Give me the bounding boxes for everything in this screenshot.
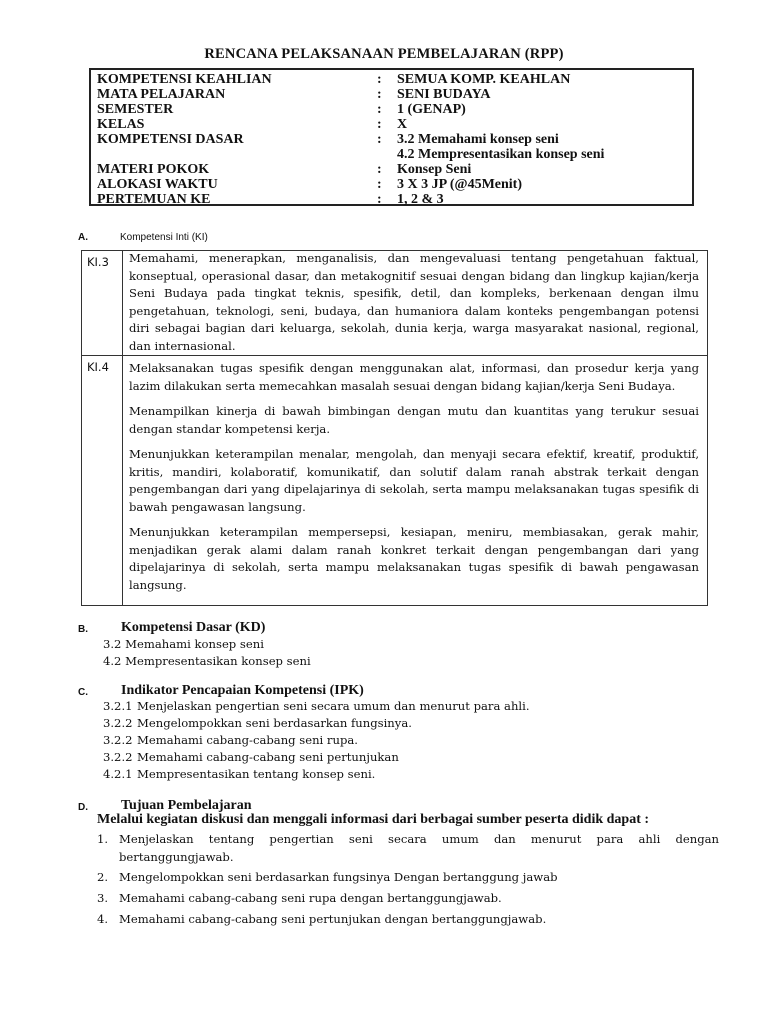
section-d-heading: Tujuan Pembelajaran bbox=[121, 798, 252, 813]
ipk-text: Mempresentasikan tentang konsep seni. bbox=[137, 767, 376, 781]
objective-text: Menjelaskan tentang pengertian seni secara umum dan menurut para ahli dengan bertanggungjawab. bbox=[119, 832, 719, 864]
objective-number: 2. bbox=[97, 870, 109, 884]
objective-text: Memahami cabang-cabang seni pertunjukan dengan bertanggungjawab. bbox=[119, 912, 547, 926]
ki3-paragraph: Memahami, menerapkan, menganalisis, dan mengevaluasi tentang pengetahuan faktual, konseptual, operasional dasar, dan metakognitif sesuai dengan bidang dan lingkup kajian/kerja Seni Budaya pada tingkat teknis, spesifik, detil, dan kompleks, berkenaan dengan ilmu pengetahuan, teknologi, seni, budaya, dan humaniora dalam konteks pengembangan potensi diri sebagai bagian dari keluarga, sekolah, dunia kerja, warga masyarakat nasional, regional, dan internasional. bbox=[129, 251, 699, 353]
ipk-number: 3.2.2 bbox=[103, 716, 133, 730]
ipk-text: Memahami cabang-cabang seni pertunjukan bbox=[137, 750, 399, 764]
table-divider bbox=[122, 251, 123, 605]
info-value: 1, 2 & 3 bbox=[397, 192, 444, 207]
section-c-letter: C. bbox=[78, 687, 88, 698]
info-value: Konsep Seni bbox=[397, 162, 472, 177]
kd-item: 4.2 Mempresentasikan konsep seni bbox=[103, 654, 311, 668]
ipk-number: 4.2.1 bbox=[103, 767, 133, 781]
info-separator: : bbox=[377, 177, 382, 192]
ki4-paragraph: Menampilkan kinerja di bawah bimbingan dengan mutu dan kuantitas yang terukur sesuai dengan standar kompetensi kerja. bbox=[129, 404, 699, 436]
ki4-paragraph: Menunjukkan keterampilan mempersepsi, kesiapan, meniru, membiasakan, gerak mahir, menjadikan gerak alami dalam ranah konkret terkait dengan pengembangan dari yang dipelajarinya di sekolah, serta mampu melaksanakan tugas spesifik di bawah pengawasan langsung. bbox=[129, 525, 699, 592]
info-separator: : bbox=[377, 162, 382, 177]
info-value: SEMUA KOMP. KEAHLAN bbox=[397, 72, 571, 87]
section-a-letter: A. bbox=[78, 232, 88, 243]
ki4-paragraph: Menunjukkan keterampilan menalar, mengolah, dan menyaji secara efektif, kreatif, produktif, kritis, mandiri, kolaboratif, komunikatif, dan solutif dalam ranah abstrak terkait dengan pengembangan dari yang dipelajarinya di sekolah, serta mampu melaksanakan tugas spesifik di bawah pengawasan langsung. bbox=[129, 447, 699, 514]
kd-item: 3.2 Memahami konsep seni bbox=[103, 637, 264, 651]
objective-text: Memahami cabang-cabang seni rupa dengan bertanggungjawab. bbox=[119, 891, 502, 905]
tujuan-intro: Melalui kegiatan diskusi dan menggali informasi dari berbagai sumber peserta didik dapat : bbox=[97, 812, 650, 827]
info-value: 3 X 3 JP (@45Menit) bbox=[397, 177, 523, 192]
info-separator: : bbox=[377, 192, 382, 207]
ipk-number: 3.2.2 bbox=[103, 733, 133, 747]
section-d-letter: D. bbox=[78, 802, 88, 813]
ipk-number: 3.2.1 bbox=[103, 699, 133, 713]
section-b-letter: B. bbox=[78, 624, 88, 635]
objective-text: Mengelompokkan seni berdasarkan fungsinya Dengan bertanggung jawab bbox=[119, 870, 558, 884]
info-value: 1 (GENAP) bbox=[397, 102, 466, 117]
section-a-heading: Kompetensi Inti (KI) bbox=[120, 232, 208, 243]
info-value: X bbox=[397, 117, 408, 132]
objective-number: 1. bbox=[97, 832, 109, 846]
info-box bbox=[89, 68, 694, 206]
info-label: SEMESTER bbox=[97, 102, 174, 117]
info-separator: : bbox=[377, 132, 382, 147]
document-title: RENCANA PELAKSANAAN PEMBELAJARAN (RPP) bbox=[204, 46, 564, 62]
info-label: MATA PELAJARAN bbox=[97, 87, 226, 102]
info-label: MATERI POKOK bbox=[97, 162, 210, 177]
info-label: KELAS bbox=[97, 117, 145, 132]
section-c-heading: Indikator Pencapaian Kompetensi (IPK) bbox=[121, 683, 364, 698]
objective-number: 4. bbox=[97, 912, 109, 926]
info-separator: : bbox=[377, 117, 382, 132]
ki-table bbox=[81, 250, 708, 606]
info-label: KOMPETENSI KEAHLIAN bbox=[97, 72, 272, 87]
ipk-text: Memahami cabang-cabang seni rupa. bbox=[137, 733, 358, 747]
ki3-code: KI.3 bbox=[87, 255, 109, 269]
info-label: ALOKASI WAKTU bbox=[97, 177, 218, 192]
info-label: PERTEMUAN KE bbox=[97, 192, 211, 207]
ki4-paragraph: Melaksanakan tugas spesifik dengan menggunakan alat, informasi, dan prosedur kerja yang lazim dilakukan serta memecahkan masalah sesuai dengan bidang kajian/kerja Seni Budaya. bbox=[129, 361, 699, 393]
objective-number: 3. bbox=[97, 891, 109, 905]
ki3-text bbox=[129, 250, 699, 363]
ki4-code: KI.4 bbox=[87, 360, 109, 374]
info-separator: : bbox=[377, 72, 382, 87]
info-separator: : bbox=[377, 102, 382, 117]
ki4-text bbox=[129, 360, 699, 602]
info-value: 3.2 Memahami konsep seni bbox=[397, 132, 559, 147]
ipk-number: 3.2.2 bbox=[103, 750, 133, 764]
info-separator: : bbox=[377, 87, 382, 102]
info-value: SENI BUDAYA bbox=[397, 87, 491, 102]
section-b-heading: Kompetensi Dasar (KD) bbox=[121, 620, 266, 635]
info-value: 4.2 Mempresentasikan konsep seni bbox=[397, 147, 605, 162]
ipk-text: Mengelompokkan seni berdasarkan fungsinya. bbox=[137, 716, 412, 730]
info-label: KOMPETENSI DASAR bbox=[97, 132, 244, 147]
ipk-text: Menjelaskan pengertian seni secara umum dan menurut para ahli. bbox=[137, 699, 530, 713]
